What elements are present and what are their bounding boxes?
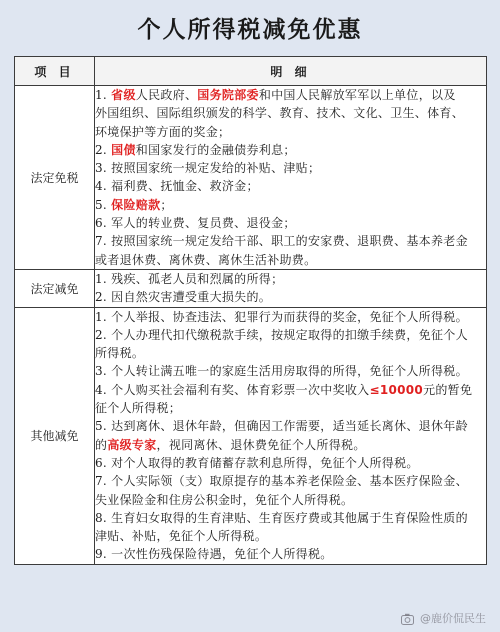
detail-text: 和中国人民解放军军以上单位，以及 — [258, 88, 456, 102]
table-row — [15, 86, 487, 270]
tax-relief-table — [14, 56, 487, 565]
detail-cell — [95, 269, 487, 307]
watermark — [401, 610, 487, 628]
header-detail: 明 细 — [95, 57, 487, 86]
highlight-text: 国债 — [111, 142, 136, 157]
table-row — [15, 269, 487, 307]
detail-text: 1. 残疾、孤老人员和烈属的所得； — [95, 271, 284, 286]
detail-text: 和国家发行的金融债券利息； — [135, 142, 296, 157]
detail-line — [95, 344, 486, 362]
detail-text: 人民政府、 — [135, 88, 198, 102]
watermark-text: @鹿价侃民生 — [420, 612, 486, 625]
detail-line — [95, 141, 486, 159]
detail-text: 3. 个人转让满五唯一的家庭生活用房取得的所得，免征个人所得税。 — [95, 364, 468, 379]
detail-line — [95, 270, 486, 288]
detail-text: 征个人所得税； — [95, 401, 182, 416]
detail-text: 4. 个人购买社会福利有奖、体育彩票一次中奖收入 — [95, 382, 370, 397]
camera-icon — [401, 613, 414, 628]
detail-line — [95, 159, 486, 177]
detail-text: 3. 按照国家统一规定发给的补贴、津贴； — [95, 161, 321, 176]
detail-text: 的 — [95, 437, 108, 452]
detail-line — [95, 86, 486, 104]
detail-line — [95, 545, 486, 563]
detail-text: 6. 对个人取得的教育储蓄存款利息所得，免征个人所得税。 — [95, 455, 419, 470]
detail-text: 外国组织、国际组织颁发的科学、教育、技术、文化、卫生、体育、 — [95, 106, 465, 121]
detail-line — [95, 123, 486, 141]
highlight-text: 高级专家 — [107, 437, 157, 452]
detail-line — [95, 232, 486, 250]
detail-cell — [95, 86, 487, 270]
detail-text: 7. 按照国家统一规定发给干部、职工的安家费、退职费、基本养老金 — [95, 234, 468, 249]
detail-line — [95, 177, 486, 195]
detail-line — [95, 454, 486, 472]
detail-text: ，视同离休、退休费免征个人所得税。 — [156, 437, 366, 452]
detail-text: 6. 军人的转业费、复员费、退役金； — [95, 216, 296, 231]
detail-text: 1. 个人举报、协查违法、犯罪行为而获得的奖金，免征个人所得税。 — [95, 309, 468, 324]
detail-text: 4. 福利费、抚恤金、救济金； — [95, 179, 259, 194]
category-cell: 法定减免 — [15, 269, 95, 307]
header-item: 项 目 — [15, 57, 95, 86]
detail-line — [95, 251, 486, 269]
detail-text: 元的暂免 — [423, 382, 473, 397]
detail-text: 1. — [95, 88, 112, 102]
detail-text: 2. — [95, 142, 112, 157]
detail-text: 5. 达到离休、退休年龄，但确因工作需要，适当延长离休、退休年龄 — [95, 419, 468, 434]
category-cell: 法定免税 — [15, 86, 95, 270]
category-cell: 其他减免 — [15, 307, 95, 564]
detail-line — [95, 399, 486, 417]
detail-cell — [95, 307, 487, 564]
detail-text: 所得税。 — [95, 346, 145, 361]
detail-text: 环境保护等方面的奖金； — [95, 124, 231, 139]
detail-line — [95, 527, 486, 545]
detail-text: 7. 个人实际领（支）取原提存的基本养老保险金、基本医疗保险金、 — [95, 474, 468, 489]
detail-line — [95, 381, 486, 399]
detail-line — [95, 288, 486, 306]
detail-text: 5. — [95, 197, 112, 212]
detail-line — [95, 491, 486, 509]
detail-text: ； — [160, 197, 173, 212]
detail-line — [95, 214, 486, 232]
table-row — [15, 307, 487, 564]
detail-line — [95, 509, 486, 527]
detail-text: 2. 因自然灾害遭受重大损失的。 — [95, 290, 272, 305]
detail-text: 或者退休费、离休费、离休生活补助费。 — [95, 252, 317, 267]
detail-text: 2. 个人办理代扣代缴税款手续，按规定取得的扣缴手续费，免征个人 — [95, 327, 468, 342]
detail-line — [95, 436, 486, 454]
highlight-text: 省级 — [111, 88, 136, 102]
detail-line — [95, 472, 486, 490]
table-header-row — [15, 57, 487, 86]
detail-text: 失业保险金和住房公积金时，免征个人所得税。 — [95, 492, 354, 507]
highlight-text: ≤10000 — [369, 382, 424, 397]
detail-line — [95, 362, 486, 380]
detail-line — [95, 326, 486, 344]
highlight-text: 保险赔款 — [111, 197, 161, 212]
detail-text: 8. 生育妇女取得的生育津贴、生育医疗费或其他属于生育保险性质的 — [95, 510, 468, 525]
detail-line — [95, 104, 486, 122]
detail-text: 津贴、补贴，免征个人所得税。 — [95, 529, 268, 544]
highlight-text: 国务院部委 — [197, 88, 259, 102]
page-title: 个人所得税减免优惠 — [137, 17, 363, 43]
detail-line — [95, 308, 486, 326]
detail-text: 9. 一次性伤残保险待遇，免征个人所得税。 — [95, 547, 333, 562]
detail-line — [95, 196, 486, 214]
detail-line — [95, 417, 486, 435]
